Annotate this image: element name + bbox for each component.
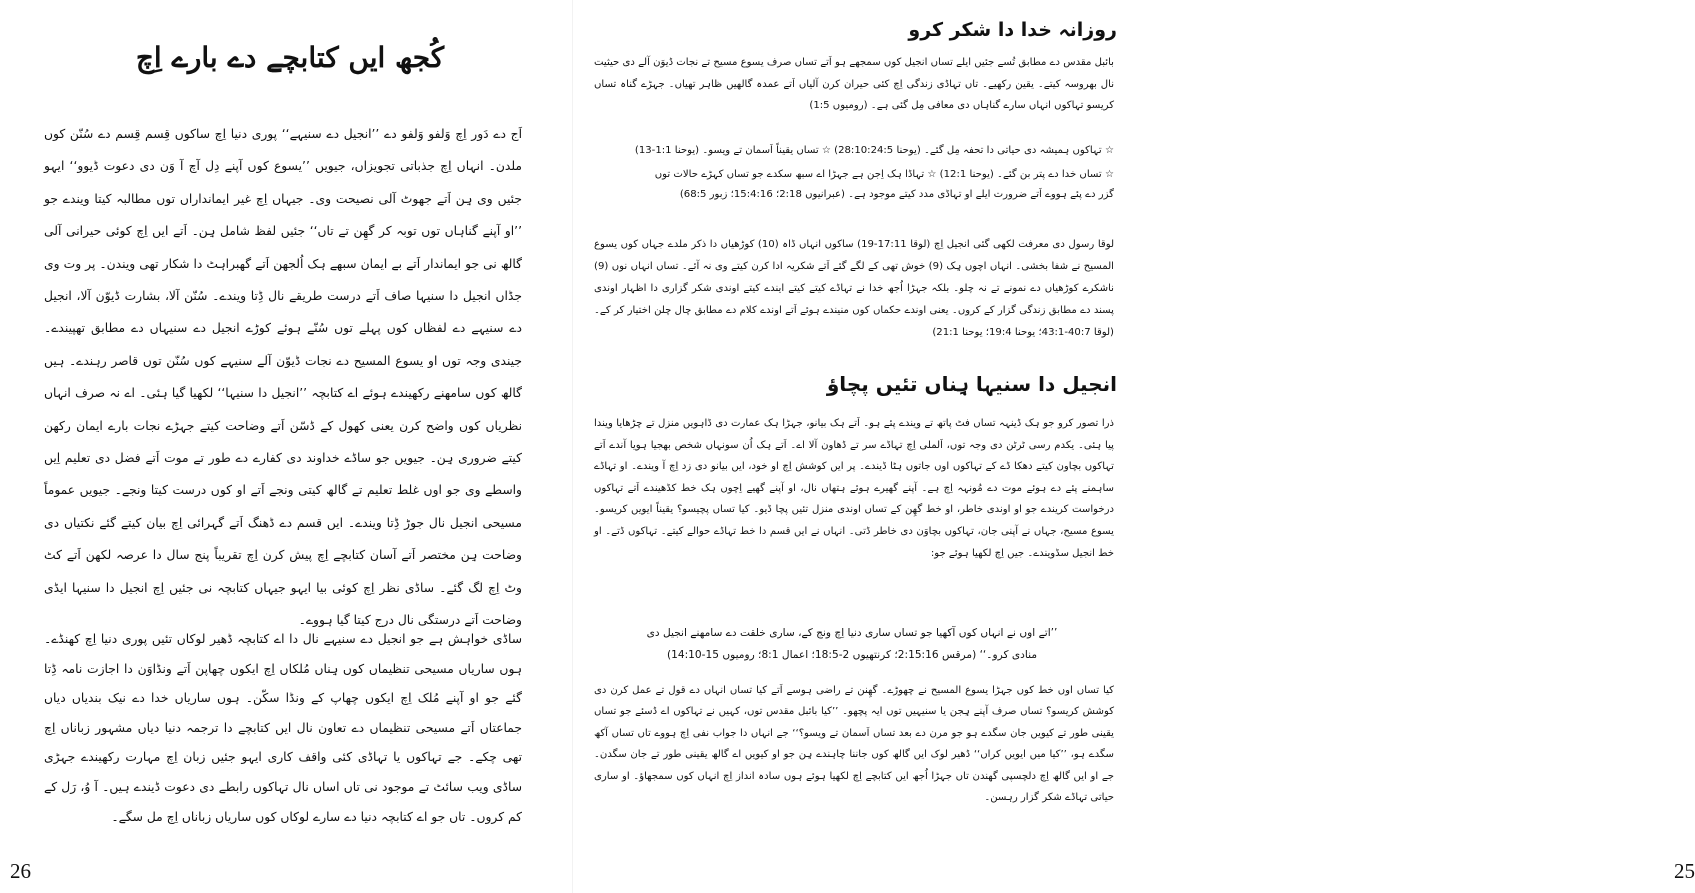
right-page-heading-thank-god: روزانہ خدا دا شکر کرو	[908, 19, 1117, 41]
right-page-heading-share-gospel: انجیل دا سنیہا ہِناں تئیں پچاؤ	[826, 372, 1117, 396]
verse-line-eternal-life: ☆ تہاکوں ہمیشہ دی حیاتی دا تحفہ مِل گئے۔ (یوحنا 28:10:24:5) ☆ تساں یقیناً اَسمان تے ویسو۔ (یوحنا 1:1-13)	[634, 145, 1114, 156]
right-paragraph-deliver-letter: کیا تساں اوں خط کوں جہڑا یسوع المسیح نے چھوڑے۔ گھِنن تے راضی ہوسے اَتے کیا تساں انہاں دے قول تے عمل کرن دی کوشش کریسو؟ تساں صرف آپنے ہِجن یا سنیہیں توں ایہ پچھو۔ ’’کیا بائبل مقدس توں، کہیں نے تہاکوں اے ڈسئے جو تساں یقینی طور تے کیویں جان سگدے ہو جو مرن دے بعد تساں اَسمان تے ویسو؟‘‘ جے انہاں دا جواب نفی اِچ ہووے تاں تساں آکھ سگدے ہو، ’’کیا میں ایویں کراں‘‘ ڈھیر لوک ایں گالھ کوں جاننا چاہندے ہِن جو او کیویں اے گالھ یقینی طور تے جان سگدن۔ جے او ایں گالھ اِچ دلچسپی گھندن تاں جہڑا اُجھ ایں کتابچے اِچ لکھیا ہوئے ہوں سادہ انداز اِچ انہاں کوں سمجھاؤ۔ او ساری حیاتی تہاڈے شکر گزار رہسن۔	[594, 685, 1114, 804]
right-paragraph-lepers: لوقا رسول دی معرفت لکھی گئی انجیل اِچ (لوقا 17:11-19) ساکوں انہاں ڈاہ (10) کوڑھیاں دا ذکر ملدے جہاں کوں یسوع المسیح نے شفا بخشی۔ انہاں اچوں ہِک (9) خوش تھی کے لگے گئے اَتے شکریہ ادا کرن کیتے وی نہ آئے۔ تساں انہاں نوں (9) ناشکرے کوڑھیاں دے نمونے تے نہ چلو۔ بلکہ جہڑا اُجھ خدا نے تہاڈے کیتے کیتے ایندے کیتے اوندی شکر گزاری دا اظہار اوندی پسند دے مطابق زندگی گزار کے کروں۔ یعنی اوندے حکماں کوں منیندے ہوئے اَتے اوندے کلام دے مطابق چال چلن اختیار کر کے۔ (لوقا 40:7-43:1؛ یوحنا 19:4؛ یوحنا 21:1)	[594, 239, 1115, 338]
left-paragraph-intro: اَج دے دَور اِچ وَلفو وَلفو دے ’’انجیل دے سنیہے‘‘ پوری دنیا اِچ ساکوں قِسم قِسم دے سُنّن کوں ملدن۔ انہاں اِچ جذباتی تجویزاں، جیویں ’’یسوع کوں آپنے دِل آچ آ وَن دی دعوت ڈیوو‘‘ ایہو جئیں وی ہِن اَتے جھوٹ آلی نصیحت وی۔ جیہاں اِچ غیر ایمانداراں توں مطالبہ کیتا ویندے جو ’’او آپنے گناہاں توں توبہ کر گھِن تے تاں‘‘ جئیں لفظ شامل ہِن۔ اَتے ایں اِچ کوئی حیرانی آلی گالھ نی جو ایماندار اَتے بے ایمان سبھے ہک اُلجھن اَتے گھبراہٹ دا شکار تھی ویندن۔ پر وت وی جڈاں انجیل دا سنیہا صاف اَتے درست طریقے نال ڈِتا ویندے۔ سُنّن آلا، بشارت ڈیوّن آلا، انجیل دے سنیہے دے لفظاں کوں پہلے توں سُنّے ہوئے کوڑے انجیل دے سنیہاں دے مطابق تھپیندے۔ جیندی وجہ توں او یسوع المسیح دے نجات ڈیوّن آلے سنیہے کوں سُنّن توں قاصر رہندے۔ ہیں گالھ کوں سامھنے رکھیندے ہوئے اے کتابچہ ’’انجیل دا سنیہا‘‘ لکھیا گیا ہئی۔ اے نہ صرف انہاں نظریاں کوں واضح کرن یعنی کھول کے ڈسّن اَتے وضاحت کیتے جہڑے نجات بارے ایمان رکھن کیتے ضروری ہِن۔ جیویں جو ساڈے خداوند دی کفارے دے طور تے موت اَتے فضل دی تعلیم اِیں واسطے وی جو اوں غلط تعلیم تے گالھ کیتی ونجے اَتے او کوں درست کیتا ونجے۔ جیویں عموماً مسیحی انجیل نال جوڑ ڈِتا ویندے۔ ایں قسم دے ڈھنگ اَتے گہرائی اِچ بیان کیتے گئے نکتیاں دی وضاحت ہِن مختصر اَتے آسان کتابچے اِچ پیش کرن اِچ تقریباً پنج سال دا عرصہ لکھن اَتے کٹ وٹ اِچ لگ گئے۔ ساڈی نظر اِچ کوئی بیا ایہو جیہاں کتابچہ نی جئیں اِچ انجیل دا سنیہا ایڈی وضاحت اَتے درستگی نال درج کیتا گیا ہووے۔	[44, 127, 522, 628]
right-paragraph-salvation: بائبل مقدس دے مطابق تُسے جئیں ایلے تساں انجیل کوں سمجھے ہو اَتے تساں صرف یسوع مسیح تے نجات ڈیوَن آلے دی حیثیت نال بھروسہ کیتے۔ یقین رکھیے۔ تاں تہاڈی زندگی اِچ کئی حیران کرن آلیاں اَتے عمدہ گالھیں ظاہر تھیاں۔ جہڑے گناہ تساں کریسو تہاکوں انہاں سارے گناہاں دی معافی مِل گئی ہے۔ (رومیوں 1:5)	[594, 57, 1114, 111]
right-paragraph-piano-story: ذرا تصور کرو جو ہک ڈینہہ تساں فٹ پاتھ تے ویندے پئے ہو۔ اَتے ہک بیانو، جہڑا ہک عمارت دی ڈاہویں منزل تے چڑھایا ویندا پیا ہئی۔ یکدم رسی ٹرٹن دی وجہ توں، اَلملی اِچ تہاڈے سر تے ڈھاون آلا اے۔ اَتے ہک اُن سونہاں شخص بھجیا ہویا آندے اَتے تہاکوں بچاون کیتے دھکا ڈے کے تہاکوں اوں جاتوں ہٹا ڈیندے۔ پر ایں کوشش اِچ او خود، ایں بیانو دی زد اِچ آ ویندے۔ او تہاڈے ساہمنے پئے دے ہوئے موت دے مُونہہ اِچ ہے۔ آپنے گھیرے ہوئے ہتھاں نال، او آپنے گھیے اِچوں ہک خط کڈھیندے اَتے تہاکوں درخواست کریندے جو او اوندی خاطر، او خط گھِن کے تساں اوندی منزل تئیں پچا ڈیو۔ کیا تساں پچیسو؟ یقیناً ایویں کریسو۔ یسوع مسیح، جہاں نے آپنی جان، تہاکوں بچاوَن دی خاطر ڈتی۔ انہاں نے ایں قسم دا خط تہاڈے حوالے کیتے۔ تہاکوں ڈتے۔ او خط انجیل سڈویندے۔ جیں اِچ لکھیا ہوئے جو:	[594, 418, 1114, 559]
verse-line-children-of-god: ☆ تساں خدا دے پتر بن گئے۔ (یوحنا 12:1) ☆ تہاڈا ہک اِجن ہے جہڑا اے سبھ سکدے جو تساں کہڑے حالات توں	[654, 169, 1114, 180]
right-paragraph-help: گزر دے پئے ہووے اَتے ضرورت ایلے او تہاڈی مدد کیتے موجود ہے۔ (عبرانیوں 2:18؛ 15:4:16؛ زبور 68:5)	[679, 189, 1114, 200]
right-page	[572, 0, 1695, 893]
right-page-number: 25	[1674, 859, 1695, 883]
left-paragraph-translation-request: ساڈی خواہش ہے جو انجیل دے سنیہے نال دا اے کتابچہ ڈھیر لوکاں تئیں پوری دنیا اِچ کھنڈے۔ ہوں ساریاں مسیحی تنظیماں کوں ہِناں مُلکاں اِچ ایکوں چھاپن اَتے ونڈاوَن دا اجازت نامہ ڈِتا گئے جو او آپنے مُلک اِچ ایکوں چھاپ کے ونڈا سکّن۔ ہوں ساریاں خدا دے نیک بندیاں دیاں جماعتاں اَتے مسیحی تنظیماں دے تعاون نال ایں کتابچے دا ترجمہ دنیا دیاں مشہور زباناں اِچ تھی چکے۔ جے تہاکوں یا تہاڈی کئی واقف کاری ایہو جئیں زبان اِچ مہارت رکھیندے جہڑی ساڈی ویب سائٹ تے موجود نی تاں اساں نال تہاکوں رابطے دی دعوت ڈیندے ہیں۔ آ وُ، رَل کے کم کروں۔ تاں جو اے کتابچہ دنیا دے سارے لوکاں کوں ساریاں زباناں اِچ مل سگے۔	[44, 632, 522, 824]
left-page-number: 26	[10, 859, 31, 883]
left-page-heading: کُجھ ایں کتابچے دے بارے اِچ	[135, 41, 445, 74]
great-commission-quote: ’’اتے اوں نے انہاں کوں آکھیا جو تساں ساری دنیا اِچ ونج کے، ساری خلقت دے سامھنے انجیل دی منادی کرو۔‘‘ (مرقس 2:15:16؛ کرنتھیوں 2-18:5؛ اعمال 8:1؛ رومیوں 15-14:10)	[646, 627, 1058, 661]
left-page	[0, 0, 572, 893]
